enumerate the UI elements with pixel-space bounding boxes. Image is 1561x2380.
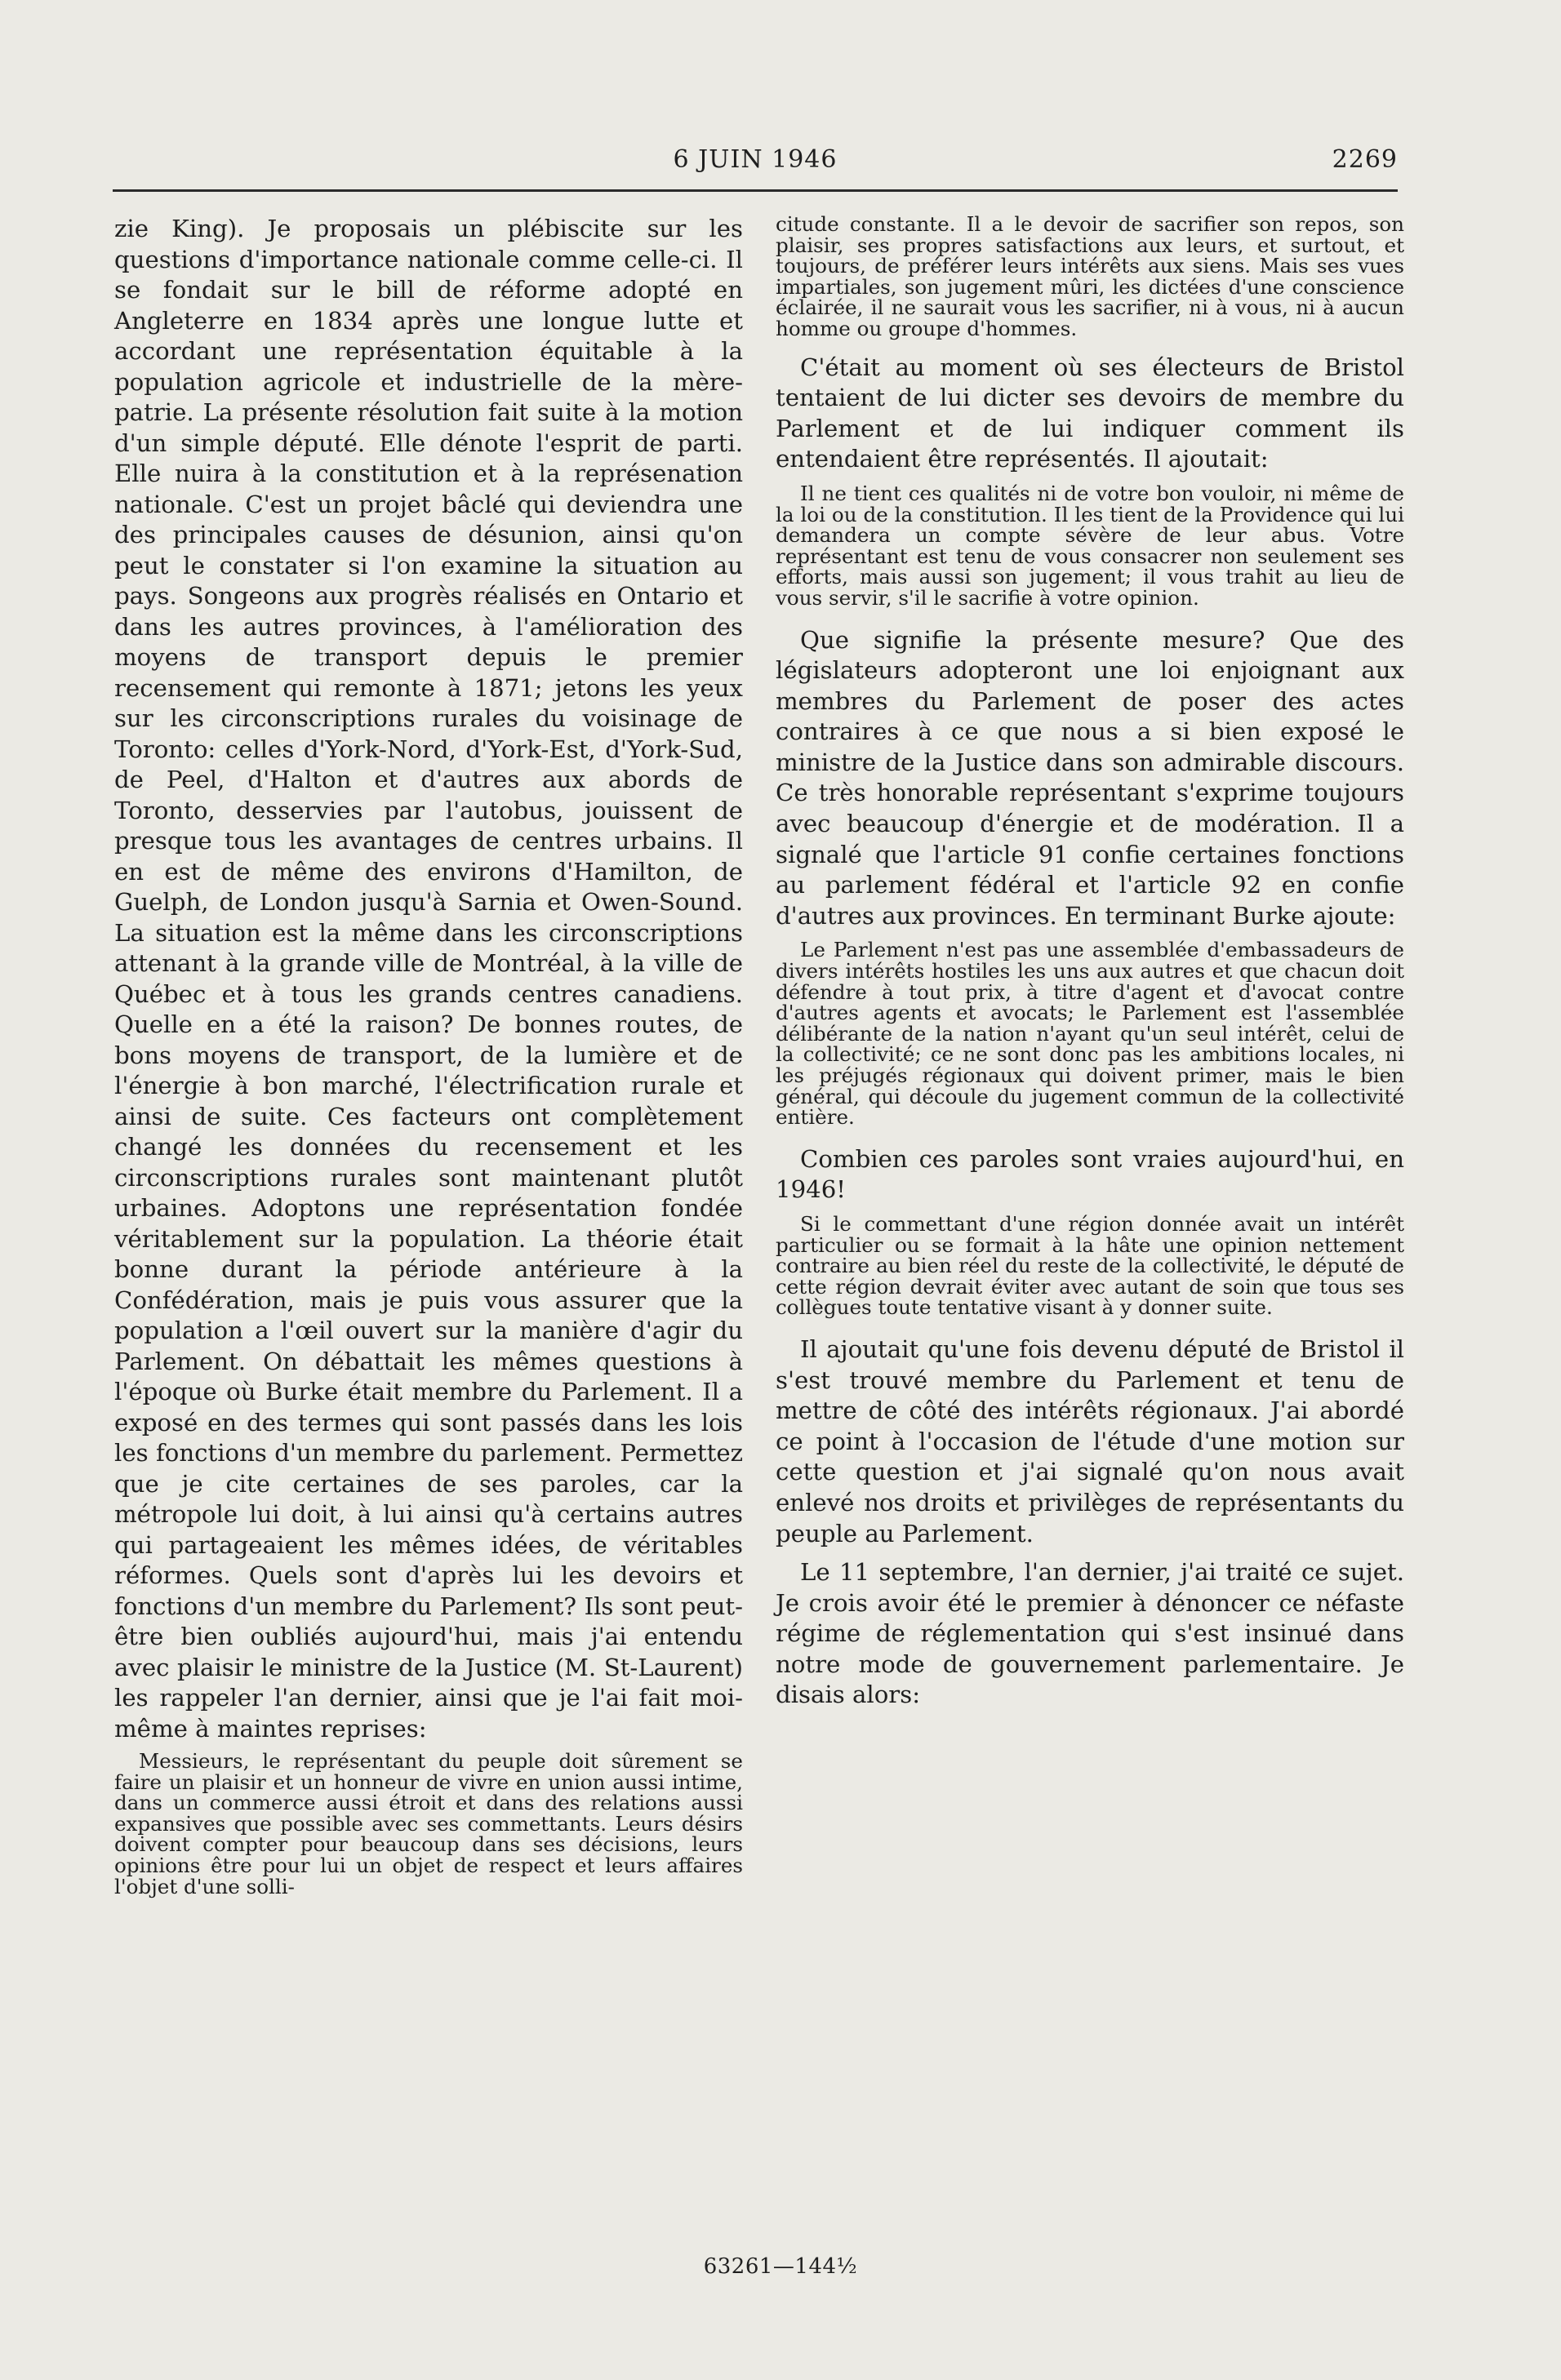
running-head <box>113 145 1398 184</box>
paragraph: Il ajoutait qu'une fois devenu député de Bristol il s'est trouvé membre du Parlement et tenu de mettre de côté des intérêts régionaux. J'ai abordé ce point à l'occasion de l'étude d'une motion sur cette question et j'ai signalé qu'on nous avait enlevé nos droits et privilèges de représentants du peuple au Parlement. <box>776 1334 1404 1547</box>
block-quote: Le Parlement n'est pas une assemblée d'embassadeurs de divers intérêts hostiles les uns aux autres et que chacun doit défendre à tout prix, à titre d'agent et d'avocat contre d'autres agents et avocats; le Parlement est l'assemblée délibérante de la nation n'ayant qu'un seul intérêt, celui de la collectivité; ce ne sont donc pas les ambitions locales, ni les préjugés régionaux qui doivent primer, mais le bien général, qui découle du jugement commun de la collectivité entière. <box>776 938 1404 1130</box>
paragraph: zie King). Je proposais un plébiscite sur les questions d'importance nationale comme celle-ci. Il se fondait sur le bill de réforme adopté en Angleterre en 1834 après une longue lutte et accordant une représentation équitable à la population agricole et industrielle de la mère-patrie. La présente résolution fait suite à la motion d'un simple député. Elle dénote l'esprit de parti. Elle nuira à la constitution et à la représenation nationale. C'est un projet bâclé qui deviendra une des principales causes de désunion, ainsi qu'on peut le constater si l'on examine la situation au pays. Songeons aux progrès réalisés en Ontario et dans les autres provinces, à l'amélioration des moyens de transport depuis le premier recensement qui remonte à 1871; jetons les yeux sur les circonscriptions rurales du voisinage de Toronto: celles d'York-Nord, d'York-Est, d'York-Sud, de Peel, d'Halton et d'autres aux abords de Toronto, desservies par l'autobus, jouissent de presque tous les avantages de centres urbains. Il en est de même des environs d'Hamilton, de Guelph, de London jusqu'à Sarnia et Owen-Sound. La situation est la même dans les circonscriptions attenant à la grande ville de Montréal, à la ville de Québec et à tous les grands centres canadiens. Quelle en a été la raison? De bonnes routes, de bons moyens de transport, de la lumière et de l'énergie à bon marché, l'électrification rurale et ainsi de suite. Ces facteurs ont complètement changé les données du recensement et les circonscriptions rurales sont maintenant plutôt urbaines. Adoptons une représentation fondée véritablement sur la population. La théorie était bonne durant la période antérieure à la Confédération, mais je puis vous assurer que la population a l'œil ouvert sur la manière d'agir du Parlement. On débattait les mêmes questions à l'époque où Burke était membre du Parlement. Il a exposé en des termes qui sont passés dans les lois les fonctions d'un membre du parlement. Permettez que je cite certaines de ses paroles, car la métropole lui doit, à lui ainsi qu'à certains autres qui partageaient les mêmes idées, de véritables réformes. Quels sont d'après lui les devoirs et fonctions d'un membre du Parlement? Ils sont peut-être bien oubliés aujourd'hui, mais j'ai entendu avec plaisir le ministre de la Justice (M. St-Laurent) les rappeler l'an dernier, ainsi que je l'ai fait moi-même à maintes reprises: <box>114 215 743 1743</box>
block-quote: Si le commettant d'une région donnée avait un intérêt particulier ou se formait à la hâte une opinion nettement contraire au bien réel du reste de la collectivité, le député de cette région devrait éviter avec autant de soin que tous ses collègues toute tentative visant à y donner suite. <box>776 1211 1404 1320</box>
page-date: 6 JUIN 1946 <box>673 145 838 174</box>
header-rule <box>113 189 1398 192</box>
left-column <box>114 214 743 1897</box>
block-quote: Il ne tient ces qualités ni de votre bon vouloir, ni même de la loi ou de la constitution. Il les tient de la Providence qui lui demandera un compte sévère de leur abus. Votre représentant est tenu de vous consacrer non seulement ses efforts, mais aussi son jugement; il vous trahit au lieu de vous servir, s'il le sacrifie à votre opinion. <box>776 481 1404 610</box>
paragraph: C'était au moment où ses électeurs de Bristol tentaient de lui dicter ses devoirs de membre du Parlement et de lui indiquer comment ils entendaient être représentés. Il ajoutait: <box>776 353 1404 473</box>
page-number: 2269 <box>1332 145 1398 174</box>
block-quote-continued: citude constante. Il a le devoir de sacrifier son repos, son plaisir, ses propres satisfactions aux leurs, et surtout, et toujours, de préférer leurs intérêts aux siens. Mais ses vues impartiales, son jugement mûri, les dictées d'une conscience éclairée, il ne saurait vous les sacrifier, ni à vous, ni à aucun homme ou groupe d'hommes. <box>776 212 1404 340</box>
paragraph: Le 11 septembre, l'an dernier, j'ai traité ce sujet. Je crois avoir été le premier à dénoncer ce néfaste régime de réglementation qui s'est insinué dans notre mode de gouvernement parlementaire. Je disais alors: <box>776 1558 1404 1709</box>
printer-signature: 63261—144½ <box>703 2254 858 2279</box>
paragraph: Que signifie la présente mesure? Que des législateurs adopteront une loi enjoignant aux membres du Parlement de poser des actes contraires à ce que nous a si bien exposé le ministre de la Justice dans son admirable discours. Ce très honorable représentant s'exprime toujours avec beaucoup d'énergie et de modération. Il a signalé que l'article 91 confie certaines fonctions au parlement fédéral et l'article 92 en confie d'autres aux provinces. En terminant Burke ajoute: <box>776 625 1404 930</box>
right-column <box>776 214 1404 1719</box>
block-quote: Messieurs, le représentant du peuple doit sûrement se faire un plaisir et un honneur de vivre en union aussi intime, dans un commerce aussi étroit et dans des relations aussi expansives que possible avec ses commettants. Leurs désirs doivent compter pour beaucoup dans ses décisions, leurs opinions être pour lui un objet de respect et leurs affaires l'objet d'une solli- <box>114 1749 743 1898</box>
paragraph: Combien ces paroles sont vraies aujourd'hui, en 1946! <box>776 1144 1404 1204</box>
